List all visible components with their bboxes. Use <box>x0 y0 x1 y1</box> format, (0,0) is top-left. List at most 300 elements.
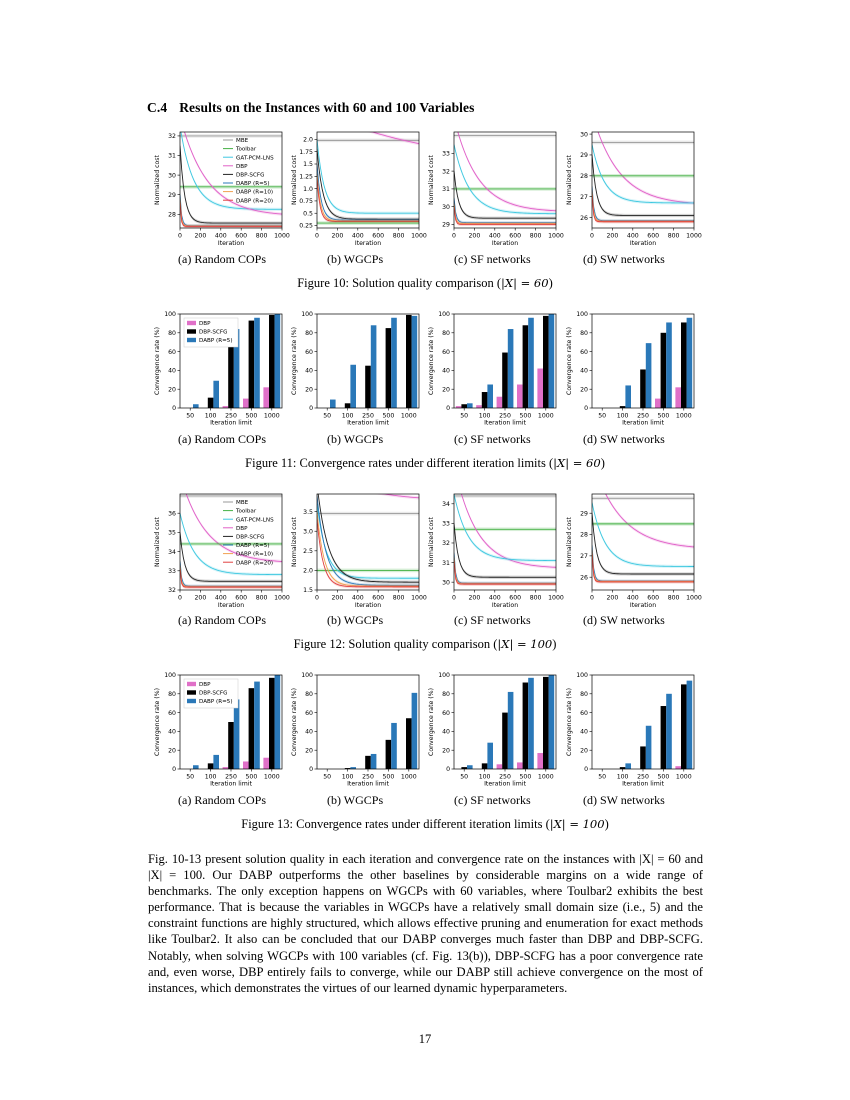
line-chart-svg <box>560 128 702 248</box>
chart-fig11a <box>148 310 284 426</box>
series-dbp-scfg <box>317 149 419 219</box>
series-dbp <box>592 113 694 203</box>
bar-dbp-scfg <box>386 328 392 408</box>
x-tick-label: 800 <box>667 594 680 602</box>
bar-dabp-r-5- <box>254 682 260 769</box>
y-tick-label: 35 <box>168 529 176 537</box>
x-tick-label: 100 <box>478 412 491 420</box>
x-tick-label: 400 <box>488 594 501 602</box>
subcaption-12d: (d) SW networks <box>583 613 665 627</box>
chart-fig12c <box>422 490 564 610</box>
x-tick-label: 800 <box>529 594 542 602</box>
y-tick-label: 20 <box>580 386 588 394</box>
plot-area <box>317 108 419 225</box>
legend-swatch <box>187 338 196 342</box>
y-tick-label: 60 <box>442 709 450 717</box>
bar-dbp <box>655 399 661 408</box>
bar-dabp-r-5- <box>330 400 336 408</box>
series-gat-pcm-lns <box>454 494 556 561</box>
bar-dbp-scfg <box>482 763 488 769</box>
x-tick-label: 250 <box>499 773 511 781</box>
legend-label: MBE <box>236 138 249 145</box>
y-tick-label: 0 <box>172 405 176 413</box>
x-tick-label: 1000 <box>263 412 280 420</box>
x-tick-label: 400 <box>626 594 639 602</box>
bar-dbp-scfg <box>269 315 275 408</box>
bar-dbp-scfg <box>640 746 646 769</box>
legend-label: DABP (R=5) <box>236 181 270 188</box>
series-dabp-r-20- <box>317 179 419 222</box>
x-tick-label: 50 <box>598 412 607 420</box>
bar-dabp-r-5- <box>412 316 418 408</box>
chart-fig13d <box>560 671 696 787</box>
x-tick-label: 200 <box>331 232 344 240</box>
y-tick-label: 1.5 <box>303 161 313 169</box>
x-tick-label: 0 <box>315 594 319 602</box>
subcaption-10a: (a) Random COPs <box>178 252 266 266</box>
chart-fig10a <box>148 128 290 248</box>
figure-12-row <box>148 490 708 612</box>
bar-dbp-scfg <box>406 718 412 769</box>
bar-dbp <box>517 762 523 769</box>
y-tick-label: 80 <box>580 330 588 337</box>
bar-dabp-r-5- <box>275 314 281 408</box>
legend-label: DABP (R=5) <box>236 543 270 550</box>
y-tick-label: 40 <box>305 367 313 375</box>
y-tick-label: 1.25 <box>299 173 313 181</box>
x-axis-label: Iteration <box>491 602 519 609</box>
y-tick-label: 32 <box>168 587 176 595</box>
chart-fig12d <box>560 490 702 610</box>
x-tick-label: 250 <box>637 412 649 420</box>
y-tick-label: 60 <box>168 709 176 717</box>
legend-label: DABP (R=5) <box>199 699 233 705</box>
y-tick-label: 1.0 <box>303 185 313 193</box>
x-tick-label: 400 <box>626 232 639 240</box>
chart-fig11c <box>422 310 558 426</box>
x-tick-label: 1000 <box>400 412 417 420</box>
y-tick-label: 34 <box>442 500 450 508</box>
bar-chart-svg <box>285 310 421 426</box>
legend-label: DABP (R=5) <box>199 338 233 344</box>
chart-fig10c <box>422 128 564 248</box>
bar-dbp <box>476 405 482 408</box>
y-tick-label: 80 <box>442 691 450 698</box>
x-tick-label: 250 <box>225 412 237 420</box>
y-tick-label: 20 <box>442 747 450 755</box>
band-dbp-scfg <box>317 148 419 221</box>
bar-dbp-scfg <box>269 678 275 769</box>
x-tick-label: 1000 <box>548 232 564 240</box>
y-tick-label: 30 <box>442 203 450 211</box>
bar-dbp <box>537 753 543 769</box>
legend-swatch <box>187 321 196 325</box>
bar-dabp-r-5- <box>391 723 397 769</box>
legend-label: GAT-PCM-LNS <box>236 155 274 162</box>
bar-dbp-scfg <box>502 353 508 408</box>
x-tick-label: 200 <box>194 594 207 602</box>
series-gat-pcm-lns <box>180 126 282 209</box>
bar-dabp-r-5- <box>213 755 219 769</box>
bar-dabp-r-5- <box>549 314 555 408</box>
line-chart-svg <box>148 490 290 610</box>
y-tick-label: 28 <box>580 173 588 181</box>
bar-dabp-r-5- <box>193 765 199 769</box>
legend-label: DBP <box>236 525 248 532</box>
bar-chart-svg <box>422 310 558 426</box>
bar-dbp-scfg <box>543 316 549 408</box>
x-axis-label: Iteration <box>217 240 245 247</box>
plot-area <box>592 458 694 583</box>
subcaption-13b: (b) WGCPs <box>327 793 384 807</box>
x-tick-label: 0 <box>590 232 594 240</box>
x-tick-label: 1000 <box>263 773 280 781</box>
chart-fig10d <box>560 128 702 248</box>
figure-13-row <box>148 671 708 789</box>
y-tick-label: 40 <box>168 728 176 736</box>
x-tick-label: 1000 <box>537 412 554 420</box>
legend-label: DABP (R=10) <box>236 189 274 196</box>
subcaption-13c: (c) SF networks <box>454 793 531 807</box>
y-axis-label: Normalized cost <box>154 155 161 205</box>
bar-dbp-scfg <box>249 321 255 408</box>
y-tick-label: 40 <box>168 367 176 375</box>
y-tick-label: 3.5 <box>303 508 313 516</box>
bar-dbp <box>537 369 543 408</box>
line-chart-svg <box>560 490 702 610</box>
x-tick-label: 50 <box>460 773 469 781</box>
y-tick-label: 100 <box>164 672 176 680</box>
bar-dabp-r-5- <box>646 343 652 408</box>
x-axis-label: Iteration <box>217 602 245 609</box>
bar-dabp-r-5- <box>487 743 493 769</box>
x-tick-label: 800 <box>392 232 405 240</box>
x-tick-label: 100 <box>341 773 354 781</box>
series-gat-pcm-lns <box>454 144 556 213</box>
bar-dbp <box>243 761 249 769</box>
bar-dbp-scfg <box>523 683 529 769</box>
x-tick-label: 600 <box>647 594 660 602</box>
legend-label: DBP <box>199 321 211 327</box>
chart-fig12a <box>148 490 290 610</box>
plot-frame <box>317 675 419 769</box>
bar-chart-svg <box>560 671 696 787</box>
figure-13-caption: Figure 13: Convergence rates under different iteration limits (|X| = 100) <box>241 817 609 831</box>
x-tick-label: 1000 <box>675 412 692 420</box>
bar-dabp-r-5- <box>234 699 240 769</box>
figure-11-row <box>148 310 708 428</box>
x-tick-label: 200 <box>606 594 619 602</box>
band-dbp <box>317 471 419 500</box>
bar-dabp-r-5- <box>350 365 356 408</box>
x-tick-label: 50 <box>323 412 332 420</box>
y-tick-label: 0 <box>172 766 176 774</box>
x-axis-label: Iteration <box>629 240 657 247</box>
x-tick-label: 0 <box>178 232 182 240</box>
y-tick-label: 1.5 <box>303 587 313 595</box>
series-dabp-r-20- <box>454 561 556 585</box>
x-tick-label: 1000 <box>274 594 290 602</box>
y-axis-label: Normalized cost <box>154 517 161 567</box>
y-tick-label: 29 <box>442 221 450 229</box>
y-tick-label: 33 <box>442 150 450 158</box>
y-tick-label: 20 <box>168 386 176 394</box>
bar-dabp-r-5- <box>467 403 473 408</box>
legend-label: DABP (R=10) <box>236 551 274 558</box>
series-dbp-scfg <box>454 523 556 577</box>
x-tick-label: 50 <box>186 773 195 781</box>
subcaption-13d: (d) SW networks <box>583 793 665 807</box>
y-tick-label: 1.75 <box>299 148 313 156</box>
x-tick-label: 400 <box>351 232 364 240</box>
y-axis-label: Normalized cost <box>566 517 573 567</box>
x-axis-label: Iteration <box>491 240 519 247</box>
x-tick-label: 250 <box>225 773 237 781</box>
y-axis-label: Normalized cost <box>291 517 298 567</box>
subcaption-12c: (c) SF networks <box>454 613 531 627</box>
y-axis-label: Normalized cost <box>428 155 435 205</box>
y-tick-label: 0 <box>584 405 588 413</box>
y-tick-label: 20 <box>168 747 176 755</box>
bar-dabp-r-5- <box>687 318 693 408</box>
x-tick-label: 250 <box>362 412 374 420</box>
body-paragraph: Fig. 10-13 present solution quality in each iteration and convergence rate on the instances with |X| = 60 and |X| = 100. Our DABP outperforms the other baselines by considerable margins on a wide range of benchmarks. The only exception happens on WGCPs with 60 variables, where Toulbar2 exhibits the best performance. That is because the variables in WGCPs have a relatively small domain size (i.e., 5) and the constraint functions are highly structured, which allows effective pruning and enumeration for exact methods like Toulbar2. It also can be concluded that our DABP converges much faster than DBP and DBP-SCFG. Notably, when solving WGCPs with 100 variables (cf. Fig. 13(b)), DBP-SCFG has a poor convergence rate and, even worse, DBP entirely fails to converge, while our DABP still achieve convergence on the most of instances, which demonstrates the virtues of our learned dynamic hyperparameters. <box>148 852 703 995</box>
section-heading <box>147 100 474 116</box>
x-axis-label: Iteration limit <box>484 419 526 427</box>
line-chart-svg <box>285 490 427 610</box>
y-tick-label: 0.25 <box>299 222 313 230</box>
plot-area <box>180 473 282 589</box>
bar-dabp-r-5- <box>625 763 631 769</box>
x-tick-label: 1000 <box>411 232 427 240</box>
y-tick-label: 32 <box>442 540 450 548</box>
x-tick-label: 200 <box>606 232 619 240</box>
y-tick-label: 40 <box>580 367 588 375</box>
chart-fig13c <box>422 671 558 787</box>
y-tick-label: 40 <box>442 728 450 736</box>
y-tick-label: 60 <box>580 709 588 717</box>
x-tick-label: 400 <box>214 232 227 240</box>
bar-dabp-r-5- <box>391 318 397 408</box>
x-tick-label: 500 <box>519 773 532 781</box>
y-tick-label: 26 <box>580 214 588 222</box>
band-gat-pcm-lns <box>454 143 556 215</box>
y-tick-label: 60 <box>305 709 313 717</box>
x-tick-label: 800 <box>392 594 405 602</box>
line-chart-svg <box>285 128 427 248</box>
chart-fig10b <box>285 128 427 248</box>
y-tick-label: 0 <box>446 405 450 413</box>
line-chart-svg <box>422 128 564 248</box>
legend-label: Toolbar <box>236 508 257 515</box>
legend-label: DBP <box>199 682 211 688</box>
x-tick-label: 250 <box>362 773 374 781</box>
series-dbp <box>454 465 556 568</box>
y-tick-label: 80 <box>442 330 450 337</box>
y-axis-label: Convergence rate (%) <box>291 326 298 396</box>
legend-label: DBP <box>236 163 248 170</box>
bar-dbp-scfg <box>365 366 371 408</box>
y-axis-label: Convergence rate (%) <box>566 687 573 757</box>
series-dabp-r-5- <box>592 545 694 581</box>
x-tick-label: 250 <box>637 773 649 781</box>
band-dabp-r-5- <box>592 544 694 583</box>
section-title: Results on the Instances with 60 and 100 Variables <box>179 100 475 115</box>
legend-label: MBE <box>236 500 249 507</box>
y-tick-label: 80 <box>168 330 176 337</box>
y-tick-label: 28 <box>580 531 588 539</box>
legend-label: DBP-SCFG <box>199 329 228 336</box>
x-tick-label: 0 <box>315 232 319 240</box>
subcaption-11b: (b) WGCPs <box>327 432 384 446</box>
y-tick-label: 0 <box>309 766 313 774</box>
bar-dbp-scfg <box>640 369 646 408</box>
x-tick-label: 800 <box>255 594 268 602</box>
y-tick-label: 100 <box>301 311 313 319</box>
x-tick-label: 600 <box>235 232 248 240</box>
legend-label: DBP-SCFG <box>236 534 265 541</box>
x-tick-label: 800 <box>667 232 680 240</box>
bar-dabp-r-5- <box>508 692 514 769</box>
legend-swatch <box>187 329 196 333</box>
y-tick-label: 20 <box>442 386 450 394</box>
series-gat-pcm-lns <box>317 139 419 213</box>
page-number: 17 <box>418 1032 432 1046</box>
bar-dabp-r-5- <box>254 318 260 408</box>
bar-dabp-r-5- <box>528 678 534 769</box>
x-tick-label: 1000 <box>400 773 417 781</box>
bar-dbp-scfg <box>406 315 412 408</box>
y-tick-label: 28 <box>168 211 176 219</box>
bar-dabp-r-5- <box>371 754 377 769</box>
y-axis-label: Convergence rate (%) <box>291 687 298 757</box>
bar-dabp-r-5- <box>625 385 631 408</box>
subcaption-10d: (d) SW networks <box>583 252 665 266</box>
y-tick-label: 27 <box>580 553 588 561</box>
y-axis-label: Convergence rate (%) <box>154 687 161 757</box>
legend-label: GAT-PCM-LNS <box>236 517 274 524</box>
y-tick-label: 40 <box>580 728 588 736</box>
x-tick-label: 400 <box>488 232 501 240</box>
legend-swatch <box>187 699 196 703</box>
plot-area <box>454 463 556 586</box>
y-tick-label: 60 <box>168 348 176 356</box>
figure-11-caption: Figure 11: Convergence rates under different iteration limits (|X| = 60) <box>245 456 605 470</box>
bar-dbp-scfg <box>482 392 488 408</box>
legend-label: DABP (R=20) <box>236 198 274 205</box>
bar-chart-svg <box>148 671 284 787</box>
x-tick-label: 200 <box>331 594 344 602</box>
y-tick-label: 2.5 <box>303 548 313 556</box>
bar-dabp-r-5- <box>549 675 555 769</box>
y-tick-label: 33 <box>442 520 450 528</box>
y-tick-label: 26 <box>580 574 588 582</box>
y-axis-label: Normalized cost <box>566 155 573 205</box>
y-tick-label: 29 <box>580 510 588 518</box>
y-tick-label: 32 <box>442 168 450 176</box>
band-gat-pcm-lns <box>454 492 556 562</box>
bar-dbp <box>497 764 503 769</box>
band-gat-pcm-lns <box>317 138 419 215</box>
bar-dabp-r-5- <box>371 325 377 408</box>
x-tick-label: 1000 <box>537 773 554 781</box>
x-axis-label: Iteration limit <box>622 780 664 788</box>
x-tick-label: 600 <box>509 594 522 602</box>
bar-dbp <box>263 758 269 769</box>
x-tick-label: 100 <box>478 773 491 781</box>
y-tick-label: 3.0 <box>303 528 313 536</box>
x-tick-label: 0 <box>590 594 594 602</box>
y-tick-label: 33 <box>168 568 176 575</box>
x-tick-label: 500 <box>519 412 532 420</box>
bar-dbp-scfg <box>681 322 687 408</box>
x-tick-label: 400 <box>214 594 227 602</box>
y-tick-label: 100 <box>164 311 176 319</box>
x-tick-label: 1000 <box>274 232 290 240</box>
y-tick-label: 0 <box>446 766 450 774</box>
subcaption-11d: (d) SW networks <box>583 432 665 446</box>
y-tick-label: 80 <box>580 691 588 698</box>
line-chart-svg <box>422 490 564 610</box>
y-tick-label: 29 <box>580 152 588 160</box>
y-tick-label: 80 <box>168 691 176 698</box>
y-axis-label: Convergence rate (%) <box>428 326 435 396</box>
x-tick-label: 1000 <box>411 594 427 602</box>
x-tick-label: 1000 <box>686 594 702 602</box>
band-dabp-r-20- <box>592 193 694 223</box>
y-tick-label: 100 <box>576 311 588 319</box>
series-dabp-r-20- <box>592 195 694 222</box>
bar-dbp <box>675 766 681 769</box>
bar-dbp-scfg <box>661 333 667 408</box>
x-tick-label: 100 <box>616 773 629 781</box>
bar-dbp-scfg <box>249 688 255 769</box>
x-axis-label: Iteration limit <box>347 780 389 788</box>
x-tick-label: 400 <box>351 594 364 602</box>
x-tick-label: 500 <box>657 412 670 420</box>
plot-area <box>592 112 694 224</box>
x-axis-label: Iteration limit <box>484 780 526 788</box>
chart-fig12b <box>285 490 427 610</box>
y-tick-label: 100 <box>438 672 450 680</box>
bar-chart-svg <box>422 671 558 787</box>
x-tick-label: 100 <box>341 412 354 420</box>
y-tick-label: 80 <box>305 691 313 698</box>
legend-label: DABP (R=20) <box>236 560 274 567</box>
x-tick-label: 200 <box>194 232 207 240</box>
y-tick-label: 80 <box>305 330 313 337</box>
x-tick-label: 600 <box>372 594 385 602</box>
y-tick-label: 20 <box>305 386 313 394</box>
bar-dbp <box>497 397 503 408</box>
y-axis-label: Normalized cost <box>428 517 435 567</box>
y-axis-label: Normalized cost <box>291 155 298 205</box>
x-tick-label: 0 <box>452 594 456 602</box>
y-axis-label: Convergence rate (%) <box>154 326 161 396</box>
subcaption-10b: (b) WGCPs <box>327 252 384 266</box>
bar-chart-svg <box>285 671 421 787</box>
x-tick-label: 0 <box>178 594 182 602</box>
x-tick-label: 0 <box>452 232 456 240</box>
bar-dabp-r-5- <box>213 381 219 408</box>
subcaption-10c: (c) SF networks <box>454 252 531 266</box>
bar-dbp-scfg <box>386 740 392 769</box>
plot-area <box>454 116 556 226</box>
bar-dbp-scfg <box>681 684 687 769</box>
y-tick-label: 60 <box>442 348 450 356</box>
y-tick-label: 0 <box>309 405 313 413</box>
bar-dbp-scfg <box>523 325 529 408</box>
